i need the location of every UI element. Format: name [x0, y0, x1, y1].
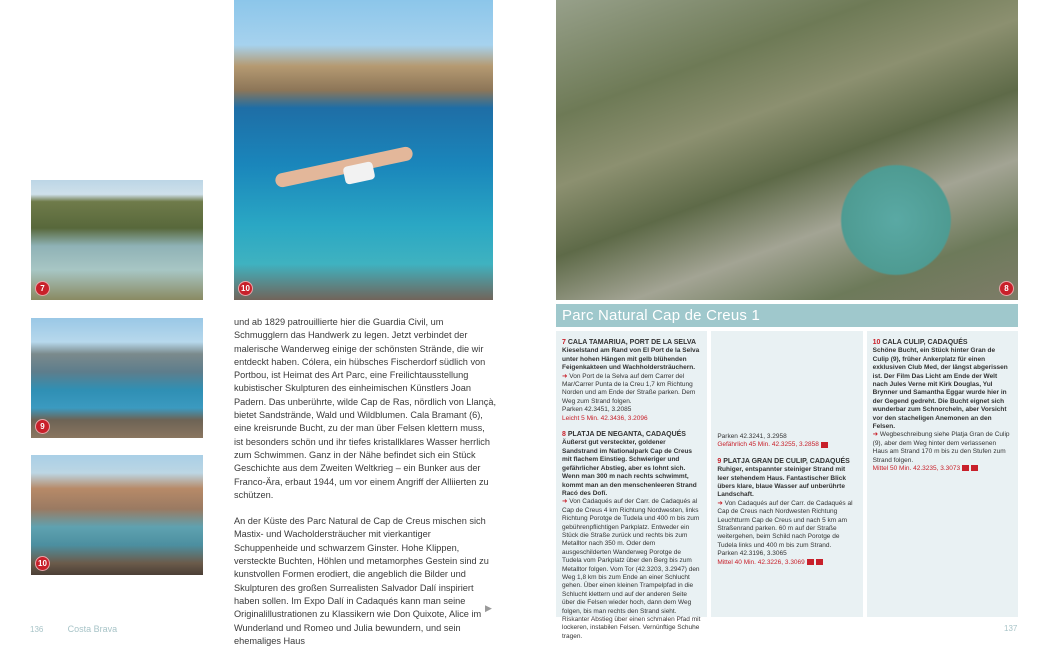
arrow-right-icon: ➜	[562, 498, 568, 506]
photo-number-badge: 7	[35, 281, 50, 296]
page-number-right: 137	[1004, 624, 1018, 633]
entry-title: 7 CALA TAMARIUA, PORT DE LA SELVA	[562, 339, 697, 346]
running-section-title: Costa Brava	[67, 624, 118, 634]
snorkel-icon	[816, 559, 823, 565]
section-header: Parc Natural Cap de Creus 1	[556, 304, 1018, 327]
photo-number-badge: 10	[238, 281, 253, 296]
photo-cala-culip-swimmer	[31, 455, 203, 575]
page-number-left: 136	[30, 625, 44, 634]
entry-directions: ➜ Von Cadaqués auf der Carr. de Cadaqués al Cap de Creus 4 km Richtung Nordwesten, links Richtung Porotge de Tudela und 400 m bis zum gebührenpflichtigen Parkplatz. Entweder ein Stück die Straße zurück und rechts bis zum Metalltor nach 350 m. Oder dem ausgeschilderten Wanderweg Porotge de Tudela vom Parkplatz über den Berg bis zum Metalltor folgen. Vom Tor (42.3203, 3.2947) den Weg 1,8 km bis zum Ende an einer Schlucht gehen. Über einen kleinen Trampelpfad in die Schlucht klettern und auf der anderen Seite über die Felsen wieder hoch, dann dem Weg folgen, bis man rechts den Strand sieht. Riskanter Abstieg über einen schmalen Pfad mit lockeren, instabilen Felsen. Vernünftige Schuhe tragen.	[562, 498, 701, 640]
arrow-right-icon: ➜	[717, 499, 723, 507]
entry-meta: Mittel 50 Min. 42.3235, 3.3073	[873, 465, 1012, 473]
entry-description: Ruhiger, entspannter steiniger Strand mit leer stehendem Haus. Fantastischer Blick übers klare, blaue Wasser auf unberührte Landschaft.	[717, 466, 846, 499]
body-paragraph: An der Küste des Parc Natural de Cap de Creus mischen sich Mastix- und Wacholdersträucher mit vierkantiger Schuppenheide und schwarzem Ginster. Hohe Klippen, versteckte Buchten, Höhlen und metamorphes Gestein sind zu kunstvollen Formen erodiert, die angeblich die Bilder und Skulpturen des großen Surrealisten Salvador Dalí inspiriert haben sollen. Im Expo Dalí in Cadaqués kann man seine Originalillustrationen zu Klassikern wie Don Quixote, Alice im Wunderland und Romeo und Julia bewundern, und sein ehemaliges Haus	[234, 516, 489, 646]
photo-platja-gran-de-culip	[31, 318, 203, 438]
entry-directions: ➜ Von Cadaqués auf der Carr. de Cadaqués al Cap de Creus nach Nordwesten Richtung Leuchtturm Cap de Creus und nach 5 km am Straßenrand parken. 60 m auf der Straße weitergehen, beim Schild nach Porotge de Tudela links und 400 m bis zum Strand.	[717, 499, 853, 549]
entry-title: 9 PLATJA GRAN DE CULIP, CADAQUÉS	[717, 457, 850, 465]
body-paragraph: und ab 1829 patrouillierte hier die Guardia Civil, um Schmugglern das Handwerk zu legen. Jetzt verbindet der malerische Wanderweg einige der schönsten Strände, die wir entdeckt haben. Cólera, ein hübsches Fischerdorf südlich von Portbou, ist Heimat des Art Parc, eine Freilichtausstellung kubistischer Skulpturen des einheimischen Künstlers Joan Padern. Das unberührte, wilde Cap de Ras, nördlich von Llançà, bietet Sandstrände, Wald und Wildblumen. Cala Bramant (6), eine kreisrunde Bucht, zu der man über Felsen klettern muss, ist besonders schön und ihr tiefes kristallklares Wasser herrlich zum Schwimmen. Ganz in der Nähe befindet sich ein Stück Geschichte aus dem Zweiten Weltkrieg – ein Bunker aus der Franco-Ära, erbaut 1944, um vor einem Angriff der Alliierten zu schützen.	[234, 317, 496, 500]
entry-title: 8 PLATJA DE NEGANTA, CADAQUÉS	[562, 431, 686, 439]
entry-parking: Parken 42.3451, 3.2085	[562, 406, 632, 414]
entry-parking: Parken 42.3241, 3.2958	[717, 433, 787, 440]
entry-description: Kieselstand am Rand von El Port de la Selva unter hohen Hängen mit gelb blühenden Feigenkakteen und Wachholdersträuchern.	[562, 347, 700, 372]
entry-description: Schöne Bucht, ein Stück hinter Gran de Culip (9), früher Ankerplatz für einen exklusiven Club Med, der längst abgerissen ist. Der Film Das Licht am Ende der Welt nach Jules Verne mit Kirk Douglas, Yul Brynner und Samantha Eggar wurde hier in der Gegend gedreht. Die Bucht eignet sich wunderbar zum Schnorcheln, aber Vorsicht vor den stacheligen Anemonen an den Felsen.	[872, 347, 1008, 431]
entry-title: 10 CALA CULIP, CADAQUÉS	[872, 339, 968, 346]
arrow-right-icon: ➜	[872, 431, 879, 439]
entry-directions: ➜ Wegbeschreibung siehe Platja Gran de Culip (9), aber dem Weg hinter dem verlassenen Haus am Strand 170 m bis zu den Stufen zum Strand folgen.	[872, 431, 1010, 464]
photo-cliff-diver	[234, 0, 493, 300]
photo-cala-tamariua	[31, 180, 203, 300]
arrow-right-icon: ➜	[562, 372, 568, 380]
map-icon	[962, 465, 969, 471]
photo-number-badge: 8	[999, 281, 1014, 296]
entries-column-3	[867, 331, 1018, 617]
continue-arrow-icon: ▶	[485, 603, 492, 613]
snorkel-icon	[971, 465, 978, 471]
footer-left	[30, 624, 117, 634]
entry-parking: Parken 42.3196, 3.3065	[717, 550, 787, 558]
entry-meta: Leicht 5 Min. 42.3436, 3.2096	[562, 414, 648, 422]
entries-column-2	[711, 331, 862, 617]
entries-column-1	[556, 331, 707, 640]
photo-number-badge: 9	[35, 419, 50, 434]
photo-number-badge: 10	[35, 556, 50, 571]
entry-description: Äußerst gut versteckter, goldener Sandstrand im Nationalpark Cap de Creus mit flachem Einstieg. Schwieriger und gefährlicher Abstieg, aber es lohnt sich. Wenn man 300 m nach rechts schwimmt, kommt man an den menschenleeren Strand Racó des Dofí.	[562, 439, 697, 497]
entry-directions: ➜ Von Port de la Selva auf dem Carrer del Mar/Carrer Punta de la Creu 1,7 km Richtung Norden und am Ende der Straße parken. Dem Weg zum Strand folgen.	[562, 372, 696, 405]
map-icon	[807, 559, 814, 565]
map-icon	[821, 442, 828, 448]
photo-cap-de-creus-cove	[556, 0, 1018, 300]
body-text	[234, 316, 496, 648]
entry-meta: Mittel 40 Min. 42.3226, 3.3069	[717, 559, 856, 567]
entry-meta: Gefährlich 45 Min. 42.3255, 3.2858	[717, 441, 856, 449]
